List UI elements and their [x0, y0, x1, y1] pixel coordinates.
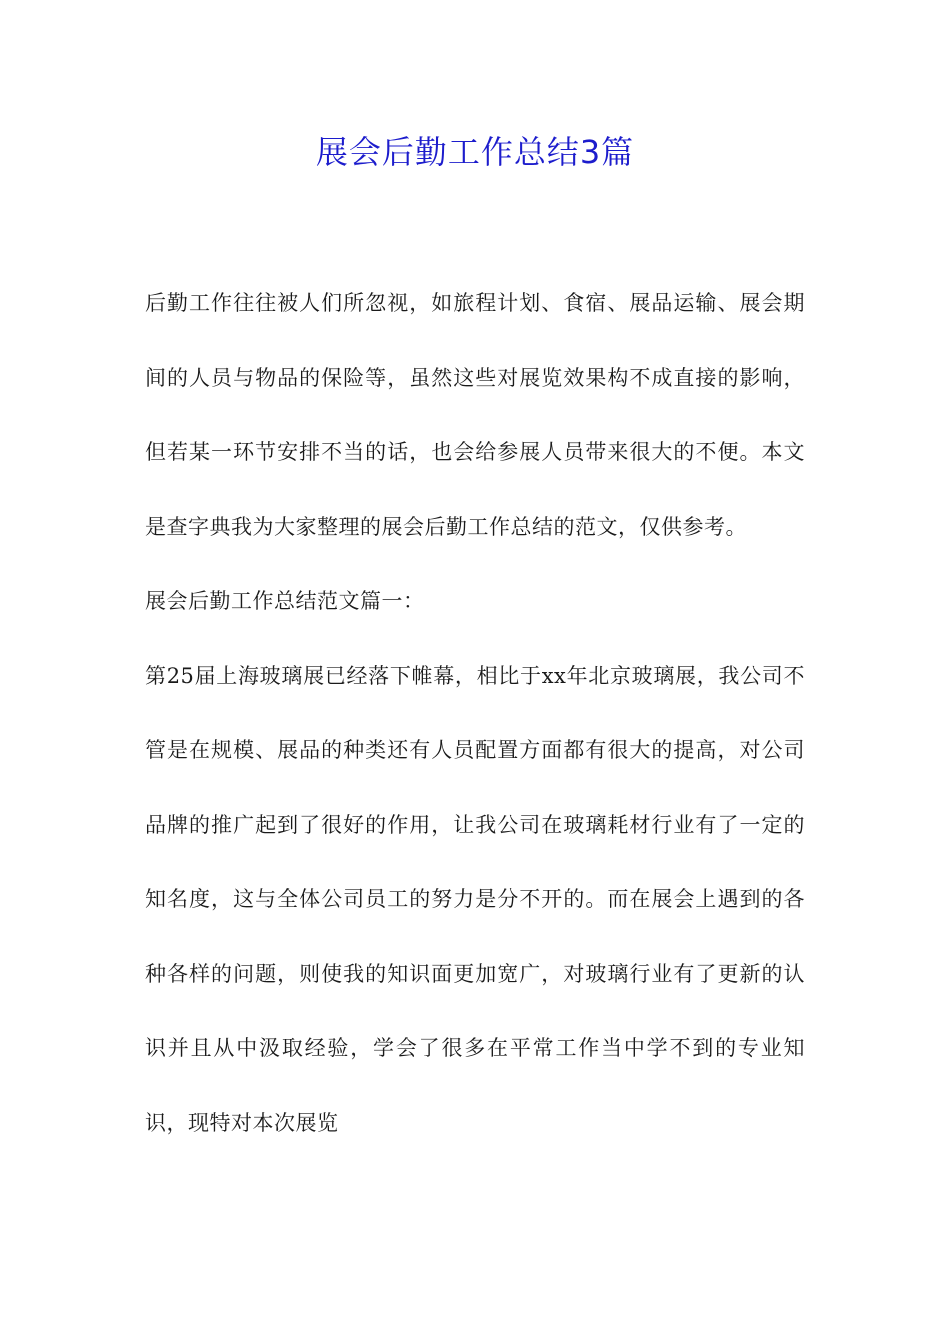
section-heading: 展会后勤工作总结范文篇一：	[145, 589, 425, 613]
document-body	[145, 266, 805, 1160]
intro-paragraph: 后勤工作往往被人们所忽视，如旅程计划、食宿、展品运输、展会期间的人员与物品的保险等，虽然这些对展览效果构不成直接的影响，但若某一环节安排不当的话，也会给参展人员带来很大的不便。本文是查字典我为大家整理的展会后勤工作总结的范文，仅供参考。	[145, 291, 805, 539]
document-title: 展会后勤工作总结3篇	[315, 133, 635, 171]
body-paragraph: 第25届上海玻璃展已经落下帷幕，相比于xx年北京玻璃展，我公司不管是在规模、展品的种类还有人员配置方面都有很大的提高，对公司品牌的推广起到了很好的作用，让我公司在玻璃耗材行业有了一定的知名度，这与全体公司员工的努力是分不开的。而在展会上遇到的各种各样的问题，则使我的知识面更加宽广，对玻璃行业有了更新的认识并且从中汲取经验，学会了很多在平常工作当中学不到的专业知识，现特对本次展览	[145, 663, 805, 1135]
